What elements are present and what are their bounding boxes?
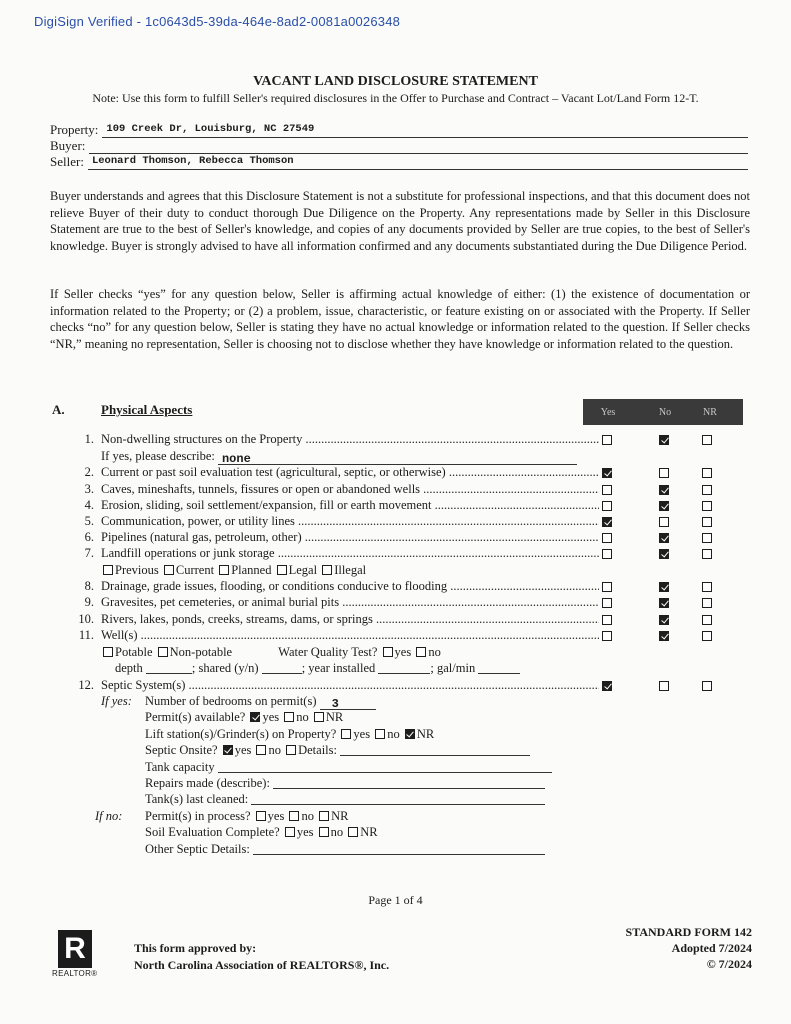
- item-text: Well(s) .....: [101, 628, 599, 643]
- permits-available-label: Permit(s) available?: [145, 710, 246, 724]
- col-header-nr: NR: [703, 407, 717, 418]
- septic-onsite-yes-label: yes: [234, 743, 252, 757]
- landfill-illegal-checkbox[interactable]: [322, 565, 332, 575]
- permits-process-no-label: no: [301, 809, 314, 823]
- item-7-yes-checkbox[interactable]: [602, 549, 612, 559]
- tank-cleaned-row: [145, 792, 545, 807]
- item-number: 4.: [84, 498, 94, 512]
- item-10-yes-checkbox[interactable]: [602, 615, 612, 625]
- item-number: 2.: [84, 465, 94, 479]
- lift-station-row: [145, 727, 434, 742]
- item-row: [0, 465, 791, 481]
- item-row: [0, 514, 791, 530]
- item-12-nr-checkbox[interactable]: [702, 681, 712, 691]
- septic-onsite-no-checkbox[interactable]: [256, 745, 266, 755]
- item-1-nr-checkbox[interactable]: [702, 435, 712, 445]
- water-quality-label: Water Quality Test?: [278, 645, 378, 659]
- item-4-no-checkbox[interactable]: [659, 501, 669, 511]
- tank-capacity-row: [145, 760, 552, 775]
- lift-station-nr-checkbox[interactable]: [405, 729, 415, 739]
- approval-block: [134, 940, 389, 974]
- well-details-row: [115, 661, 520, 676]
- permits-available-no-checkbox[interactable]: [284, 712, 294, 722]
- lift-station-no-checkbox[interactable]: [375, 729, 385, 739]
- item-3-nr-checkbox[interactable]: [702, 485, 712, 495]
- septic-details-label: Details:: [298, 743, 337, 757]
- item-text: Rivers, lakes, ponds, creeks, streams, dams, or springs .....: [101, 612, 599, 627]
- item-2-no-checkbox[interactable]: [659, 468, 669, 478]
- item-number: 7.: [84, 546, 94, 560]
- potable-label: Potable: [115, 645, 153, 659]
- potable-checkbox[interactable]: [103, 647, 113, 657]
- soil-eval-no-checkbox[interactable]: [319, 827, 329, 837]
- septic-onsite-row: [145, 743, 530, 758]
- item-number: 10.: [78, 612, 94, 626]
- col-header-no: No: [658, 407, 672, 418]
- lift-station-label: Lift station(s)/Grinder(s) on Property?: [145, 727, 337, 741]
- property-row: [50, 121, 748, 138]
- shared-field[interactable]: [262, 661, 302, 674]
- realtor-mark: REALTOR®: [52, 969, 98, 978]
- septic-if-no-label: If no:: [95, 809, 123, 823]
- permits-process-row: [145, 809, 348, 824]
- bedrooms-row: [145, 694, 376, 710]
- other-septic-label: Other Septic Details:: [145, 842, 250, 856]
- item-4-yes-checkbox[interactable]: [602, 501, 612, 511]
- septic-if-yes-label: If yes:: [101, 694, 132, 708]
- item-11-no-checkbox[interactable]: [659, 631, 669, 641]
- landfill-options: [101, 563, 366, 578]
- item-7-no-checkbox[interactable]: [659, 549, 669, 559]
- repairs-row: [145, 776, 545, 791]
- permits-process-no-checkbox[interactable]: [289, 811, 299, 821]
- item-6-yes-checkbox[interactable]: [602, 533, 612, 543]
- buyer-label: Buyer:: [50, 138, 86, 153]
- septic-onsite-details-checkbox[interactable]: [286, 745, 296, 755]
- realtor-logo-letter: R: [64, 932, 86, 965]
- buyer-row: [50, 137, 748, 154]
- item-1-yes-checkbox[interactable]: [602, 435, 612, 445]
- permits-process-yes-checkbox[interactable]: [256, 811, 266, 821]
- soil-eval-nr-checkbox[interactable]: [348, 827, 358, 837]
- landfill-illegal-label: Illegal: [334, 563, 367, 577]
- repairs-label: Repairs made (describe):: [145, 776, 270, 790]
- soil-eval-label: Soil Evaluation Complete?: [145, 825, 280, 839]
- septic-onsite-yes-checkbox[interactable]: [223, 745, 233, 755]
- docusign-envelope-id: DigiSign Verified - 1c0643d5-39da-464e-8ad2-0081a0026348: [34, 14, 401, 29]
- item-9-yes-checkbox[interactable]: [602, 598, 612, 608]
- landfill-current-label: Current: [175, 563, 215, 577]
- soil-eval-yes-label: yes: [296, 825, 314, 839]
- item-row: [0, 612, 791, 628]
- seller-field[interactable]: Leonard Thomson, Rebecca Thomson: [88, 155, 748, 170]
- item-11-yes-checkbox[interactable]: [602, 631, 612, 641]
- item-2-yes-checkbox[interactable]: [602, 468, 612, 478]
- describe-row: [101, 449, 577, 465]
- item-9-nr-checkbox[interactable]: [702, 598, 712, 608]
- approved-by-org: North Carolina Association of REALTORS®, Inc.: [134, 958, 390, 972]
- item-5-nr-checkbox[interactable]: [702, 517, 712, 527]
- approved-by-label: This form approved by:: [134, 941, 257, 955]
- item-text: Landfill operations or junk storage .....: [101, 546, 599, 561]
- water-quality-no-label: no: [428, 645, 441, 659]
- item-3-yes-checkbox[interactable]: [602, 485, 612, 495]
- item-row: [0, 530, 791, 546]
- item-number: 12.: [78, 678, 94, 692]
- item-number: 1.: [84, 432, 94, 446]
- gal-min-label: ; gal/min: [430, 661, 476, 675]
- lift-station-no-label: no: [387, 727, 400, 741]
- year-installed-field[interactable]: [378, 661, 430, 674]
- item-10-no-checkbox[interactable]: [659, 615, 669, 625]
- seller-row: [50, 153, 748, 170]
- item-6-nr-checkbox[interactable]: [702, 533, 712, 543]
- tank-cleaned-label: Tank(s) last cleaned:: [145, 792, 249, 806]
- page-number: Page 1 of 4: [368, 893, 423, 907]
- item-number: 3.: [84, 482, 94, 496]
- item-10-nr-checkbox[interactable]: [702, 615, 712, 625]
- landfill-planned-checkbox[interactable]: [219, 565, 229, 575]
- permits-process-yes-label: yes: [267, 809, 285, 823]
- item-1-no-checkbox[interactable]: [659, 435, 669, 445]
- item-8-no-checkbox[interactable]: [659, 582, 669, 592]
- disclaimer-paragraph: Buyer understands and agrees that this Disclosure Statement is not a substitute for professional inspections, and that this document does not relieve Buyer of their duty to conduct thorough Due Diligence on the Property. Any representations made by Seller in this Disclosure Statement are true to the best of Seller's knowledge, and copies of any documents provided by Seller are true copies, to the best of Seller's knowledge. Buyer is strongly advised to have all information confirmed and any documents substantiated during the Due Diligence Period.: [50, 189, 750, 253]
- item-5-yes-checkbox[interactable]: [602, 517, 612, 527]
- permits-available-row: [145, 710, 343, 725]
- item-row: [0, 628, 791, 644]
- permits-available-yes-checkbox[interactable]: [250, 712, 260, 722]
- other-septic-field[interactable]: [253, 842, 545, 855]
- septic-details-field[interactable]: [340, 743, 530, 756]
- item-8-yes-checkbox[interactable]: [602, 582, 612, 592]
- septic-onsite-no-label: no: [268, 743, 281, 757]
- item-row: [0, 432, 791, 448]
- well-type-row: [101, 645, 441, 660]
- bedrooms-field[interactable]: 3: [320, 697, 376, 710]
- item-text: Non-dwelling structures on the Property .....: [101, 432, 599, 447]
- item-row: [0, 595, 791, 611]
- item-text: Septic System(s) .....: [101, 678, 599, 693]
- item-11-nr-checkbox[interactable]: [702, 631, 712, 641]
- landfill-current-checkbox[interactable]: [164, 565, 174, 575]
- landfill-previous-label: Previous: [115, 563, 159, 577]
- year-installed-label: ; year installed: [301, 661, 376, 675]
- depth-label: depth: [115, 661, 143, 675]
- soil-eval-nr-label: NR: [360, 825, 378, 839]
- item-text: Current or past soil evaluation test (agricultural, septic, or otherwise) .....: [101, 465, 599, 480]
- realtor-logo: [58, 930, 92, 968]
- item-4-nr-checkbox[interactable]: [702, 501, 712, 511]
- tank-capacity-label: Tank capacity: [145, 760, 215, 774]
- landfill-previous-checkbox[interactable]: [103, 565, 113, 575]
- item-text: Pipelines (natural gas, petroleum, other) .....: [101, 530, 599, 545]
- item-7-nr-checkbox[interactable]: [702, 549, 712, 559]
- permits-process-nr-label: NR: [331, 809, 349, 823]
- form-title: VACANT LAND DISCLOSURE STATEMENT: [253, 74, 538, 89]
- permits-available-nr-label: NR: [325, 710, 344, 724]
- soil-eval-row: [145, 825, 378, 840]
- seller-label: Seller:: [50, 154, 84, 169]
- tank-capacity-field[interactable]: [218, 760, 552, 773]
- soil-eval-yes-checkbox[interactable]: [285, 827, 295, 837]
- permits-available-yes-label: yes: [262, 710, 280, 724]
- lift-station-yes-label: yes: [353, 727, 371, 741]
- property-label: Property:: [50, 122, 99, 137]
- item-row: [0, 498, 791, 514]
- item-text: Communication, power, or utility lines .....: [101, 514, 599, 529]
- water-quality-yes-label: yes: [394, 645, 412, 659]
- buyer-field[interactable]: [89, 139, 748, 154]
- permits-available-no-label: no: [296, 710, 309, 724]
- landfill-planned-label: Planned: [231, 563, 272, 577]
- tank-cleaned-field[interactable]: [251, 792, 545, 805]
- item-12-yes-checkbox[interactable]: [602, 681, 612, 691]
- water-quality-yes-checkbox[interactable]: [383, 647, 393, 657]
- item-row: [0, 546, 791, 562]
- septic-onsite-label: Septic Onsite?: [145, 743, 218, 757]
- property-field[interactable]: 109 Creek Dr, Louisburg, NC 27549: [102, 123, 748, 138]
- permits-available-nr-checkbox[interactable]: [314, 712, 324, 722]
- item-text: Drainage, grade issues, flooding, or conditions conducive to flooding .....: [101, 579, 599, 594]
- item-text: Caves, mineshafts, tunnels, fissures or open or abandoned wells .....: [101, 482, 599, 497]
- non-potable-label: Non-potable: [169, 645, 233, 659]
- lift-station-nr-label: NR: [416, 727, 435, 741]
- depth-field[interactable]: [146, 661, 192, 674]
- seller-checks-paragraph: If Seller checks “yes” for any question below, Seller is affirming actual knowledge of either: (1) the existence of documentation or information related to the Property; or (2) a problem, issue, characteristic, or feature existing on or associated with the Property. If Seller checks “no” for any question below, Seller is stating they have no actual knowledge or information related to the question. If Seller checks “NR,” meaning no representation, Seller is choosing not to disclose whether they have knowledge or information related to the question.: [50, 287, 750, 351]
- item-text: Gravesites, pet cemeteries, or animal burial pits .....: [101, 595, 599, 610]
- section-title: Physical Aspects: [101, 402, 193, 417]
- item-9-no-checkbox[interactable]: [659, 598, 669, 608]
- permits-process-nr-checkbox[interactable]: [319, 811, 329, 821]
- describe-label: If yes, please describe:: [101, 449, 215, 463]
- item-number: 9.: [84, 595, 94, 609]
- item-8-nr-checkbox[interactable]: [702, 582, 712, 592]
- item-number: 11.: [78, 628, 94, 642]
- item-number: 8.: [84, 579, 94, 593]
- col-header-yes: Yes: [600, 407, 616, 418]
- item-text: Erosion, sliding, soil settlement/expansion, fill or earth movement .....: [101, 498, 599, 513]
- adopted-date: Adopted 7/2024: [671, 941, 752, 955]
- repairs-field[interactable]: [273, 776, 545, 789]
- item-3-no-checkbox[interactable]: [659, 485, 669, 495]
- item-12-no-checkbox[interactable]: [659, 681, 669, 691]
- item-row: [0, 579, 791, 595]
- describe-field[interactable]: none: [218, 452, 577, 465]
- item-number: 5.: [84, 514, 94, 528]
- other-septic-row: [145, 842, 545, 857]
- soil-eval-no-label: no: [330, 825, 344, 839]
- item-row: [0, 482, 791, 498]
- landfill-legal-checkbox[interactable]: [277, 565, 287, 575]
- item-row: [0, 678, 791, 694]
- item-5-no-checkbox[interactable]: [659, 517, 669, 527]
- landfill-legal-label: Legal: [288, 563, 318, 577]
- section-letter: A.: [52, 402, 65, 417]
- standard-form-block: [540, 924, 752, 972]
- item-number: 6.: [84, 530, 94, 544]
- permits-process-label: Permit(s) in process?: [145, 809, 251, 823]
- item-6-no-checkbox[interactable]: [659, 533, 669, 543]
- form-note: Note: Use this form to fulfill Seller's required disclosures in the Offer to Purchase and Contract – Vacant Lot/Land Form 12-T.: [92, 91, 699, 105]
- shared-label: ; shared (y/n): [191, 661, 259, 675]
- gal-min-field[interactable]: [478, 661, 520, 674]
- non-potable-checkbox[interactable]: [158, 647, 168, 657]
- standard-form-number: STANDARD FORM 142: [625, 925, 752, 939]
- item-2-nr-checkbox[interactable]: [702, 468, 712, 478]
- bedrooms-label: Number of bedrooms on permit(s): [145, 694, 317, 708]
- water-quality-no-checkbox[interactable]: [416, 647, 426, 657]
- copyright-date: © 7/2024: [706, 957, 752, 971]
- lift-station-yes-checkbox[interactable]: [341, 729, 351, 739]
